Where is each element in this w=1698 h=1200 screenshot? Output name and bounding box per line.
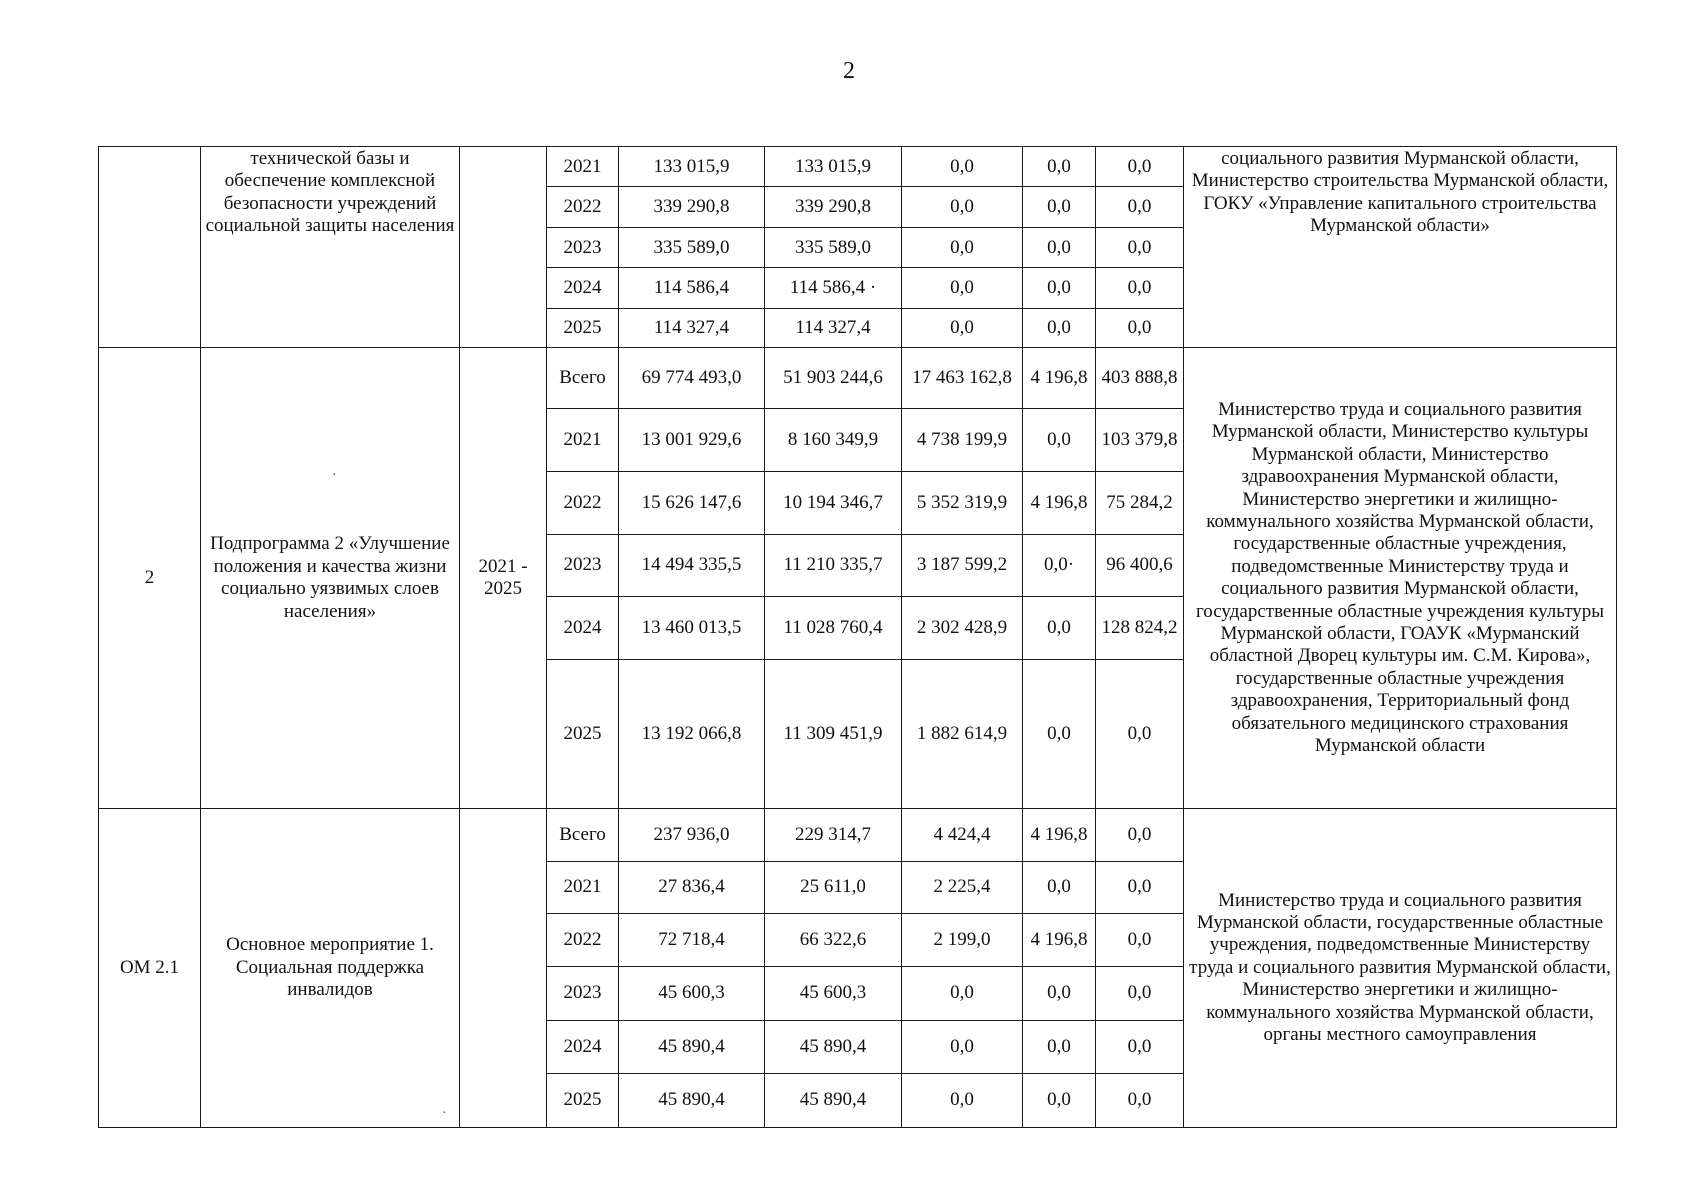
regional-budget-cell: 45 890,4 bbox=[765, 1020, 902, 1074]
other-sources-cell: 96 400,6 bbox=[1096, 534, 1184, 597]
total-cell: 335 589,0 bbox=[619, 227, 765, 267]
other-sources-cell: 0,0 bbox=[1096, 966, 1184, 1020]
total-cell: 339 290,8 bbox=[619, 187, 765, 227]
total-cell: 45 600,3 bbox=[619, 966, 765, 1020]
total-cell: 237 936,0 bbox=[619, 809, 765, 862]
local-budget-cell: 0,0 bbox=[1023, 409, 1096, 472]
federal-budget-cell: 2 199,0 bbox=[902, 914, 1023, 967]
name-cell: технической базы и обеспечение комплексной безопасности учреждений социальной защиты населения bbox=[201, 147, 460, 348]
regional-budget-cell: 114 327,4 bbox=[765, 308, 902, 347]
local-budget-cell: 0,0 bbox=[1023, 1074, 1096, 1128]
regional-budget-cell: 11 028 760,4 bbox=[765, 597, 902, 660]
total-cell: 27 836,4 bbox=[619, 861, 765, 914]
year-cell: 2025 bbox=[547, 308, 619, 347]
total-cell: 14 494 335,5 bbox=[619, 534, 765, 597]
regional-budget-cell: 45 890,4 bbox=[765, 1074, 902, 1128]
year-cell: 2024 bbox=[547, 1020, 619, 1074]
total-cell: 15 626 147,6 bbox=[619, 471, 765, 534]
regional-budget-cell: 229 314,7 bbox=[765, 809, 902, 862]
year-cell: 2024 bbox=[547, 268, 619, 308]
budget-table bbox=[98, 146, 1617, 1128]
year-cell: 2023 bbox=[547, 227, 619, 267]
federal-budget-cell: 0,0 bbox=[902, 147, 1023, 187]
other-sources-cell: 0,0 bbox=[1096, 227, 1184, 267]
regional-budget-cell: 11 309 451,9 bbox=[765, 660, 902, 809]
total-cell: 72 718,4 bbox=[619, 914, 765, 967]
other-sources-cell: 0,0 bbox=[1096, 861, 1184, 914]
federal-budget-cell: 3 187 599,2 bbox=[902, 534, 1023, 597]
federal-budget-cell: 0,0 bbox=[902, 268, 1023, 308]
table-row bbox=[99, 147, 1617, 187]
page-number: 2 bbox=[843, 58, 855, 84]
regional-budget-cell: 25 611,0 bbox=[765, 861, 902, 914]
regional-budget-cell: 11 210 335,7 bbox=[765, 534, 902, 597]
table-row bbox=[99, 348, 1617, 409]
federal-budget-cell: 0,0 bbox=[902, 1074, 1023, 1128]
year-cell: 2025 bbox=[547, 660, 619, 809]
other-sources-cell: 0,0 bbox=[1096, 268, 1184, 308]
period-cell: 2021 - 2025 bbox=[460, 348, 547, 809]
regional-budget-cell: 10 194 346,7 bbox=[765, 471, 902, 534]
code-cell bbox=[99, 147, 201, 348]
period-cell bbox=[460, 147, 547, 348]
scan-speck: · bbox=[332, 468, 337, 483]
year-cell: 2021 bbox=[547, 147, 619, 187]
regional-budget-cell: 339 290,8 bbox=[765, 187, 902, 227]
local-budget-cell: 0,0 bbox=[1023, 966, 1096, 1020]
local-budget-cell: 4 196,8 bbox=[1023, 348, 1096, 409]
scan-speck: · bbox=[442, 1106, 447, 1121]
total-cell: 13 001 929,6 bbox=[619, 409, 765, 472]
regional-budget-cell: 51 903 244,6 bbox=[765, 348, 902, 409]
year-cell: Всего bbox=[547, 809, 619, 862]
regional-budget-cell: 45 600,3 bbox=[765, 966, 902, 1020]
year-cell: 2023 bbox=[547, 966, 619, 1020]
responsible-cell: Министерство труда и социального развития Мурманской области, Министерство культуры Мурманской области, Министерство здравоохранения Мурманской области, Министерство энергетики и жилищно-коммунального хозяйства Мурманской области, государственные областные учреждения, подведомственные Министерству труда и социального развития Мурманской области, государственные областные учреждения культуры Мурманской области, ГОАУК «Мурманский областной Дворец культуры им. С.М. Кирова», государственные областные учреждения здравоохранения, Территориальный фонд обязательного медицинского страхования Мурманской области bbox=[1184, 348, 1617, 809]
federal-budget-cell: 1 882 614,9 bbox=[902, 660, 1023, 809]
other-sources-cell: 0,0 bbox=[1096, 914, 1184, 967]
responsible-cell: Министерство труда и социального развития Мурманской области, государственные областные учреждения, подведомственные Министерству труда и социального развития Мурманской области, Министерство энергетики и жилищно-коммунального хозяйства Мурманской области, органы местного самоуправления bbox=[1184, 809, 1617, 1128]
other-sources-cell: 103 379,8 bbox=[1096, 409, 1184, 472]
other-sources-cell: 403 888,8 bbox=[1096, 348, 1184, 409]
year-cell: 2024 bbox=[547, 597, 619, 660]
federal-budget-cell: 2 225,4 bbox=[902, 861, 1023, 914]
federal-budget-cell: 0,0 bbox=[902, 227, 1023, 267]
local-budget-cell: 0,0 bbox=[1023, 660, 1096, 809]
other-sources-cell: 0,0 bbox=[1096, 1074, 1184, 1128]
local-budget-cell: 4 196,8 bbox=[1023, 914, 1096, 967]
total-cell: 114 586,4 bbox=[619, 268, 765, 308]
total-cell: 45 890,4 bbox=[619, 1074, 765, 1128]
local-budget-cell: 0,0· bbox=[1023, 534, 1096, 597]
local-budget-cell: 0,0 bbox=[1023, 861, 1096, 914]
local-budget-cell: 0,0 bbox=[1023, 187, 1096, 227]
local-budget-cell: 0,0 bbox=[1023, 597, 1096, 660]
local-budget-cell: 0,0 bbox=[1023, 227, 1096, 267]
federal-budget-cell: 0,0 bbox=[902, 308, 1023, 347]
regional-budget-cell: 66 322,6 bbox=[765, 914, 902, 967]
federal-budget-cell: 4 424,4 bbox=[902, 809, 1023, 862]
year-cell: 2022 bbox=[547, 914, 619, 967]
other-sources-cell: 0,0 bbox=[1096, 308, 1184, 347]
other-sources-cell: 128 824,2 bbox=[1096, 597, 1184, 660]
other-sources-cell: 75 284,2 bbox=[1096, 471, 1184, 534]
total-cell: 69 774 493,0 bbox=[619, 348, 765, 409]
federal-budget-cell: 0,0 bbox=[902, 966, 1023, 1020]
local-budget-cell: 0,0 bbox=[1023, 308, 1096, 347]
total-cell: 45 890,4 bbox=[619, 1020, 765, 1074]
year-cell: 2021 bbox=[547, 861, 619, 914]
local-budget-cell: 4 196,8 bbox=[1023, 809, 1096, 862]
federal-budget-cell: 2 302 428,9 bbox=[902, 597, 1023, 660]
other-sources-cell: 0,0 bbox=[1096, 809, 1184, 862]
other-sources-cell: 0,0 bbox=[1096, 1020, 1184, 1074]
regional-budget-cell: 335 589,0 bbox=[765, 227, 902, 267]
federal-budget-cell: 0,0 bbox=[902, 187, 1023, 227]
local-budget-cell: 0,0 bbox=[1023, 147, 1096, 187]
year-cell: 2022 bbox=[547, 187, 619, 227]
period-cell bbox=[460, 809, 547, 1128]
other-sources-cell: 0,0 bbox=[1096, 660, 1184, 809]
total-cell: 13 192 066,8 bbox=[619, 660, 765, 809]
total-cell: 13 460 013,5 bbox=[619, 597, 765, 660]
name-cell: Подпрограмма 2 «Улучшение положения и качества жизни социально уязвимых слоев населения» bbox=[201, 348, 460, 809]
other-sources-cell: 0,0 bbox=[1096, 147, 1184, 187]
responsible-cell: социального развития Мурманской области, Министерство строительства Мурманской области, ГОКУ «Управление капитального строительства Мурманской области» bbox=[1184, 147, 1617, 348]
local-budget-cell: 0,0 bbox=[1023, 1020, 1096, 1074]
year-cell: 2023 bbox=[547, 534, 619, 597]
total-cell: 133 015,9 bbox=[619, 147, 765, 187]
other-sources-cell: 0,0 bbox=[1096, 187, 1184, 227]
federal-budget-cell: 0,0 bbox=[902, 1020, 1023, 1074]
table-row bbox=[99, 809, 1617, 862]
regional-budget-cell: 133 015,9 bbox=[765, 147, 902, 187]
total-cell: 114 327,4 bbox=[619, 308, 765, 347]
code-cell: 2 bbox=[99, 348, 201, 809]
regional-budget-cell: 8 160 349,9 bbox=[765, 409, 902, 472]
federal-budget-cell: 5 352 319,9 bbox=[902, 471, 1023, 534]
table-body bbox=[99, 147, 1617, 1128]
code-cell: ОМ 2.1 bbox=[99, 809, 201, 1128]
year-cell: 2025 bbox=[547, 1074, 619, 1128]
year-cell: 2022 bbox=[547, 471, 619, 534]
name-cell: Основное мероприятие 1. Социальная поддержка инвалидов bbox=[201, 809, 460, 1128]
local-budget-cell: 0,0 bbox=[1023, 268, 1096, 308]
regional-budget-cell: 114 586,4 · bbox=[765, 268, 902, 308]
federal-budget-cell: 17 463 162,8 bbox=[902, 348, 1023, 409]
federal-budget-cell: 4 738 199,9 bbox=[902, 409, 1023, 472]
year-cell: Всего bbox=[547, 348, 619, 409]
year-cell: 2021 bbox=[547, 409, 619, 472]
local-budget-cell: 4 196,8 bbox=[1023, 471, 1096, 534]
